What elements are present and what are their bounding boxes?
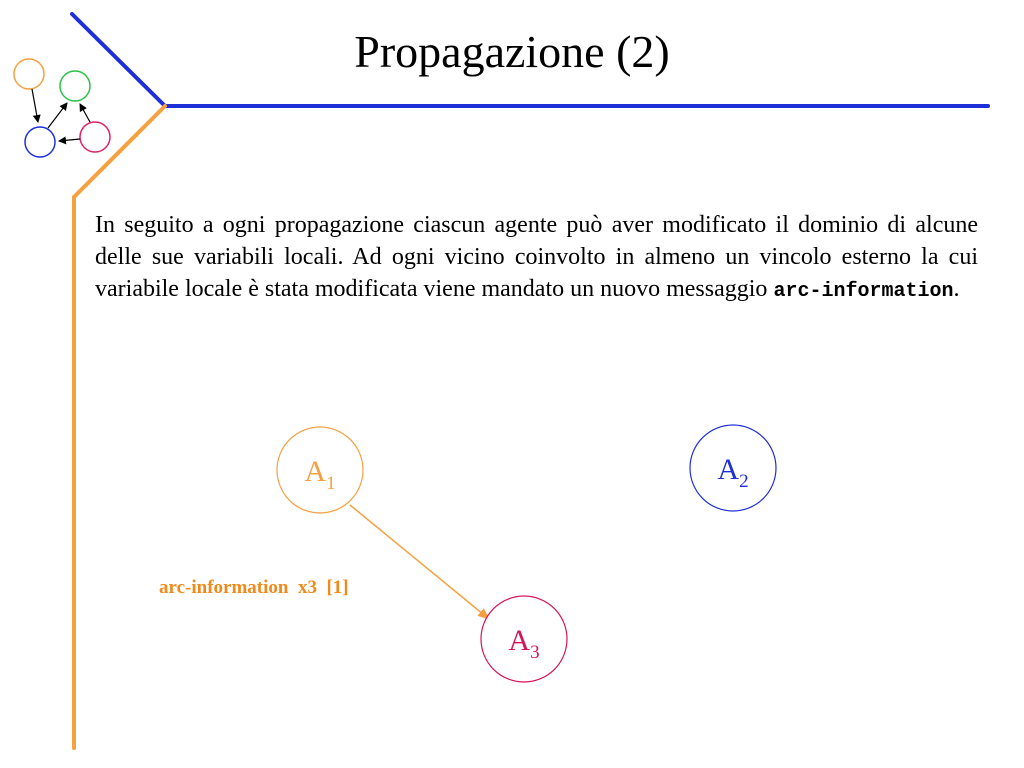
agent-node-a2: [690, 425, 776, 511]
slide-title: Propagazione (2): [354, 26, 670, 77]
message-edge-a1-a3: [350, 505, 489, 619]
message-label: arc-information x3 [1]: [159, 577, 349, 598]
code-term: arc-information: [773, 280, 954, 303]
agent-node-a1: [277, 427, 363, 513]
agent-node-a3: [481, 596, 567, 682]
paragraph-end: .: [953, 276, 960, 302]
paragraph-text: In seguito a ogni propagazione ciascun agente può aver modificato il dominio di alcune delle sue variabili locali. Ad ogni vicino coinvolto in almeno un vincolo esterno la cui variabile locale è stata modificata viene mandato un nuovo messaggio: [95, 212, 978, 302]
agent-label-a2: $A_2$: [717, 453, 749, 492]
agent-label-a3: $A_3$: [508, 624, 540, 663]
agent-label-a1: $A_1$: [304, 455, 336, 494]
